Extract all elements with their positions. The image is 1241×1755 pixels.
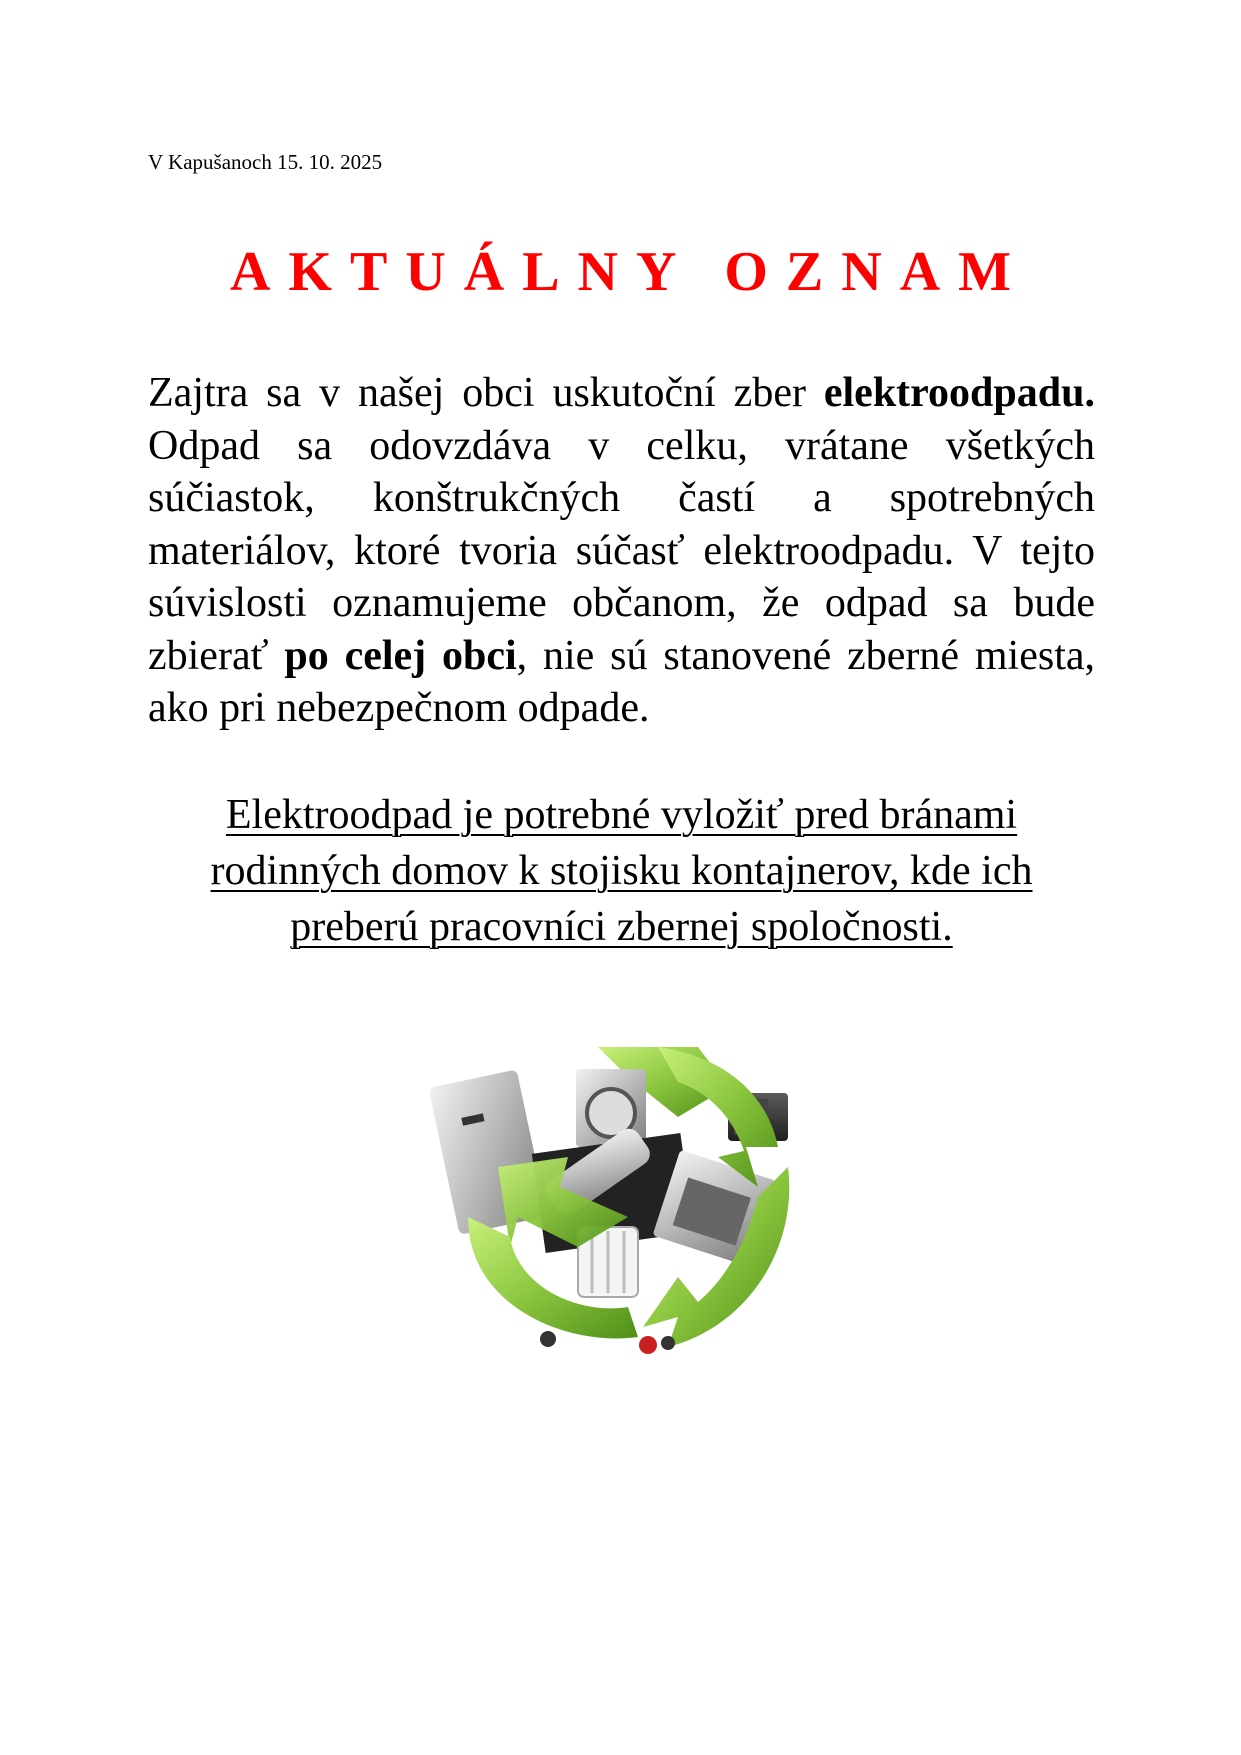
- paragraph-bold-text: elektroodpadu.: [823, 370, 1095, 416]
- paragraph-text: Odpad sa odovzdáva v celku, vrátane všetkých súčiastok, konštrukčných častí a spotrebných materiálov, ktoré tvoria súčasť elektroodpadu. V tejto súvislosti oznamujeme občanom, že odpad sa bude zbierať: [148, 422, 1095, 679]
- recycling-electronics-icon: [428, 1047, 812, 1367]
- page-title: AKTUÁLNY OZNAM: [229, 241, 1030, 303]
- date-line: V Kapušanoch 15. 10. 2025: [148, 150, 383, 174]
- paragraph-text: Zajtra sa v našej obci uskutoční zber: [148, 370, 824, 416]
- announcement-paragraph: [148, 367, 1095, 735]
- underlined-notice: Elektroodpad je potrebné vyložiť pred bránami rodinných domov k stojisku kontajnerov, kde ich preberú pracovníci zbernej spoločnosti.: [210, 792, 1033, 950]
- paragraph-text: , nie sú stanovené zberné miesta, ako pri nebezpečnom odpade.: [148, 632, 1096, 731]
- paragraph-bold-text: po celej obci: [284, 632, 517, 679]
